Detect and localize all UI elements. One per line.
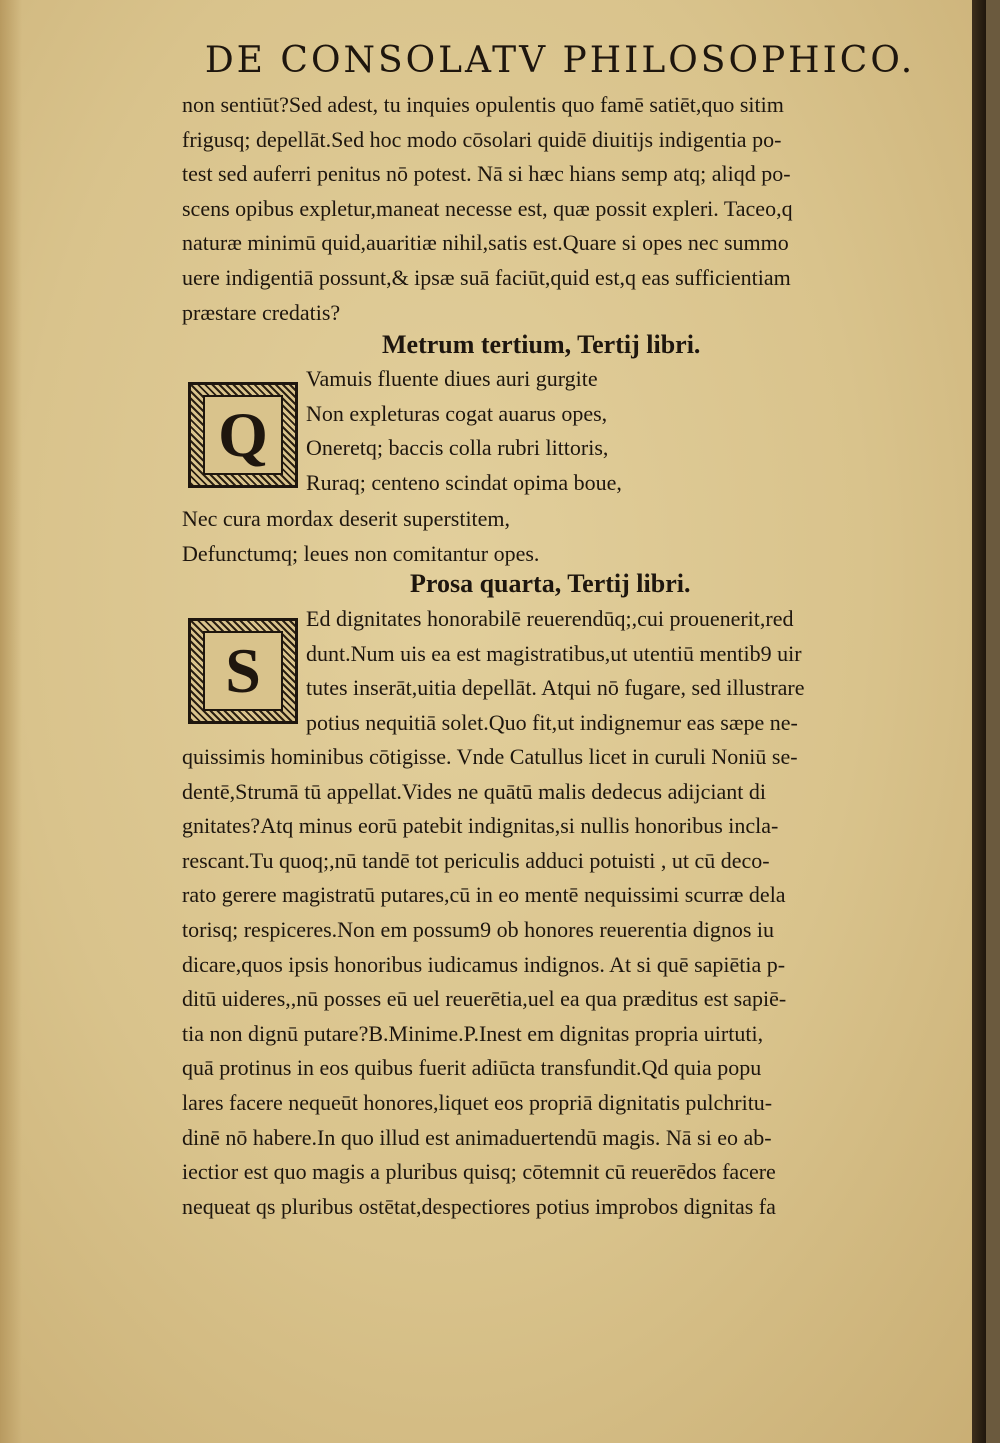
page-gutter: [0, 0, 22, 1443]
text-line: quissimis hominibus cōtigisse. Vnde Catullus licet in curuli Noniū se-: [182, 744, 798, 769]
prosa-intro-block: [182, 88, 957, 330]
text-line: dinē nō habere.In quo illud est animaduertendū magis. Nā si eo ab-: [182, 1124, 772, 1150]
verse-line: Oneretq; baccis colla rubri littoris,: [306, 435, 609, 461]
metrum-heading: Metrum tertium, Tertij libri.: [382, 330, 701, 359]
text-line: iectior est quo magis a pluribus quisq; cōtemnit cū reuerēdos facere: [182, 1159, 776, 1185]
metrum-full-block: [182, 502, 957, 571]
text-line: nequeat qs pluribus ostētat,despectiores potius improbos dignitas fa: [182, 1193, 776, 1219]
running-header: DE CONSOLATV PHILOSOPHICO.: [204, 40, 916, 81]
text-line: potius nequitiā solet.Quo fit,ut indignemur eas sæpe ne-: [306, 709, 798, 735]
initial-letter: Q: [203, 395, 283, 475]
text-line: quā protinus in eos quibus fuerit adiūcta transfundit.Qd quia popu: [182, 1055, 762, 1081]
metrum-indented-block: [306, 362, 906, 500]
text-line: uere indigentiā possunt,& ipsæ suā faciūt,quid est,q eas sufficientiam: [182, 264, 791, 290]
verse-line: Vamuis fluente diues auri gurgite: [306, 366, 598, 391]
text-line: naturæ minimū quid,auaritiæ nihil,satis est.Quare si opes nec summo: [182, 230, 789, 256]
text-line: rescant.Tu quoq;,nū tandē tot periculis adduci potuisti , ut cū deco-: [182, 847, 770, 873]
text-line: dunt.Num uis ea est magistratibus,ut utentiū mentib9 uir: [306, 640, 802, 666]
text-line: gnitates?Atq minus eorū patebit indignitas,si nullis honoribus incla-: [182, 813, 779, 839]
text-line: tutes inserāt,uitia depellāt. Atqui nō fugare, sed illustrare: [306, 675, 805, 701]
text-line: Ed dignitates honorabilē reuerendūq;,cui prouenerit,red: [306, 606, 794, 631]
decorated-initial-q: [188, 382, 298, 488]
initial-letter: S: [203, 631, 283, 711]
prosa-full-block: [182, 740, 957, 1224]
page-edge: [972, 0, 986, 1443]
verse-line: Defunctumq; leues non comitantur opes.: [182, 540, 540, 566]
text-line: frigusq; depellāt.Sed hoc modo cōsolari quidē diuitijs indigentia po-: [182, 126, 782, 152]
prosa-indented-block: [306, 602, 956, 740]
text-line: torisq; respiceres.Non em possum9 ob honores reuerentia dignos iu: [182, 916, 775, 942]
text-line: præstare credatis?: [182, 299, 341, 325]
text-line: dentē,Strumā tū appellat.Vides ne quātū malis dedecus adijciant di: [182, 778, 766, 804]
verse-line: Non expleturas cogat auarus opes,: [306, 400, 608, 426]
text-line: non sentiūt?Sed adest, tu inquies opulentis quo famē satiēt,quo sitim: [182, 92, 784, 117]
text-line: rato gerere magistratū putares,cū in eo mentē nequissimi scurræ dela: [182, 882, 786, 908]
text-line: ditū uideres,,nū posses eū uel reuerētia,uel ea qua præditus est sapiē-: [182, 986, 787, 1012]
text-line: lares facere nequeūt honores,liquet eos propriā dignitatis pulchritu-: [182, 1089, 773, 1115]
text-line: tia non dignū putare?B.Minime.P.Inest em dignitas propria uirtuti,: [182, 1020, 764, 1046]
text-line: dicare,quos ipsis honoribus iudicamus indignos. At si quē sapiētia p-: [182, 951, 786, 977]
verse-line: Nec cura mordax deserit superstitem,: [182, 506, 511, 531]
prosa-heading: Prosa quarta, Tertij libri.: [410, 569, 691, 598]
verse-line: Ruraq; centeno scindat opima boue,: [306, 469, 622, 495]
decorated-initial-s: [188, 618, 298, 724]
text-line: scens opibus expletur,maneat necesse est, quæ possit expleri. Taceo,q: [182, 195, 793, 221]
text-line: test sed auferri penitus nō potest. Nā si hæc hians semp atq; aliqd po-: [182, 161, 791, 187]
